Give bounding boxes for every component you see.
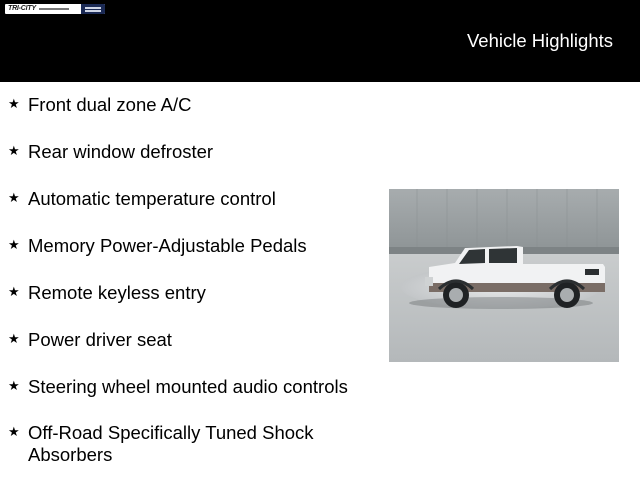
vehicle-photo[interactable]: [389, 189, 619, 362]
feature-item: [8, 94, 368, 116]
page-title: Vehicle Highlights: [466, 30, 613, 51]
feature-label: Automatic temperature control: [28, 188, 276, 209]
logo-text: TRI-CITY: [8, 5, 36, 12]
header-bar: [0, 0, 640, 82]
feature-label: Memory Power-Adjustable Pedals: [28, 235, 307, 256]
feature-item: [8, 235, 368, 257]
logo-tagline-line: [39, 8, 69, 10]
feature-item: [8, 376, 368, 398]
feature-label: Rear window defroster: [28, 141, 214, 162]
feature-label: Front dual zone A/C: [28, 94, 192, 115]
feature-label: Power driver seat: [28, 329, 172, 350]
star-icon: ★: [8, 144, 20, 159]
star-icon: ★: [8, 379, 20, 394]
feature-item: [8, 282, 368, 304]
feature-label: Off-Road Specifically Tuned Shock Absorbers: [28, 422, 314, 465]
feature-label: Steering wheel mounted audio controls: [28, 376, 348, 397]
star-icon: ★: [8, 191, 20, 206]
dealer-logo[interactable]: [5, 4, 105, 14]
star-icon: ★: [8, 425, 20, 440]
feature-label: Remote keyless entry: [28, 282, 206, 303]
truck-image: [389, 189, 619, 362]
feature-item: [8, 141, 368, 163]
star-icon: ★: [8, 285, 20, 300]
logo-badge: [81, 4, 105, 14]
star-icon: ★: [8, 332, 20, 347]
star-icon: ★: [8, 238, 20, 253]
star-icon: ★: [8, 97, 20, 112]
feature-item: [8, 329, 368, 351]
feature-item: [8, 422, 368, 466]
feature-item: [8, 188, 368, 210]
